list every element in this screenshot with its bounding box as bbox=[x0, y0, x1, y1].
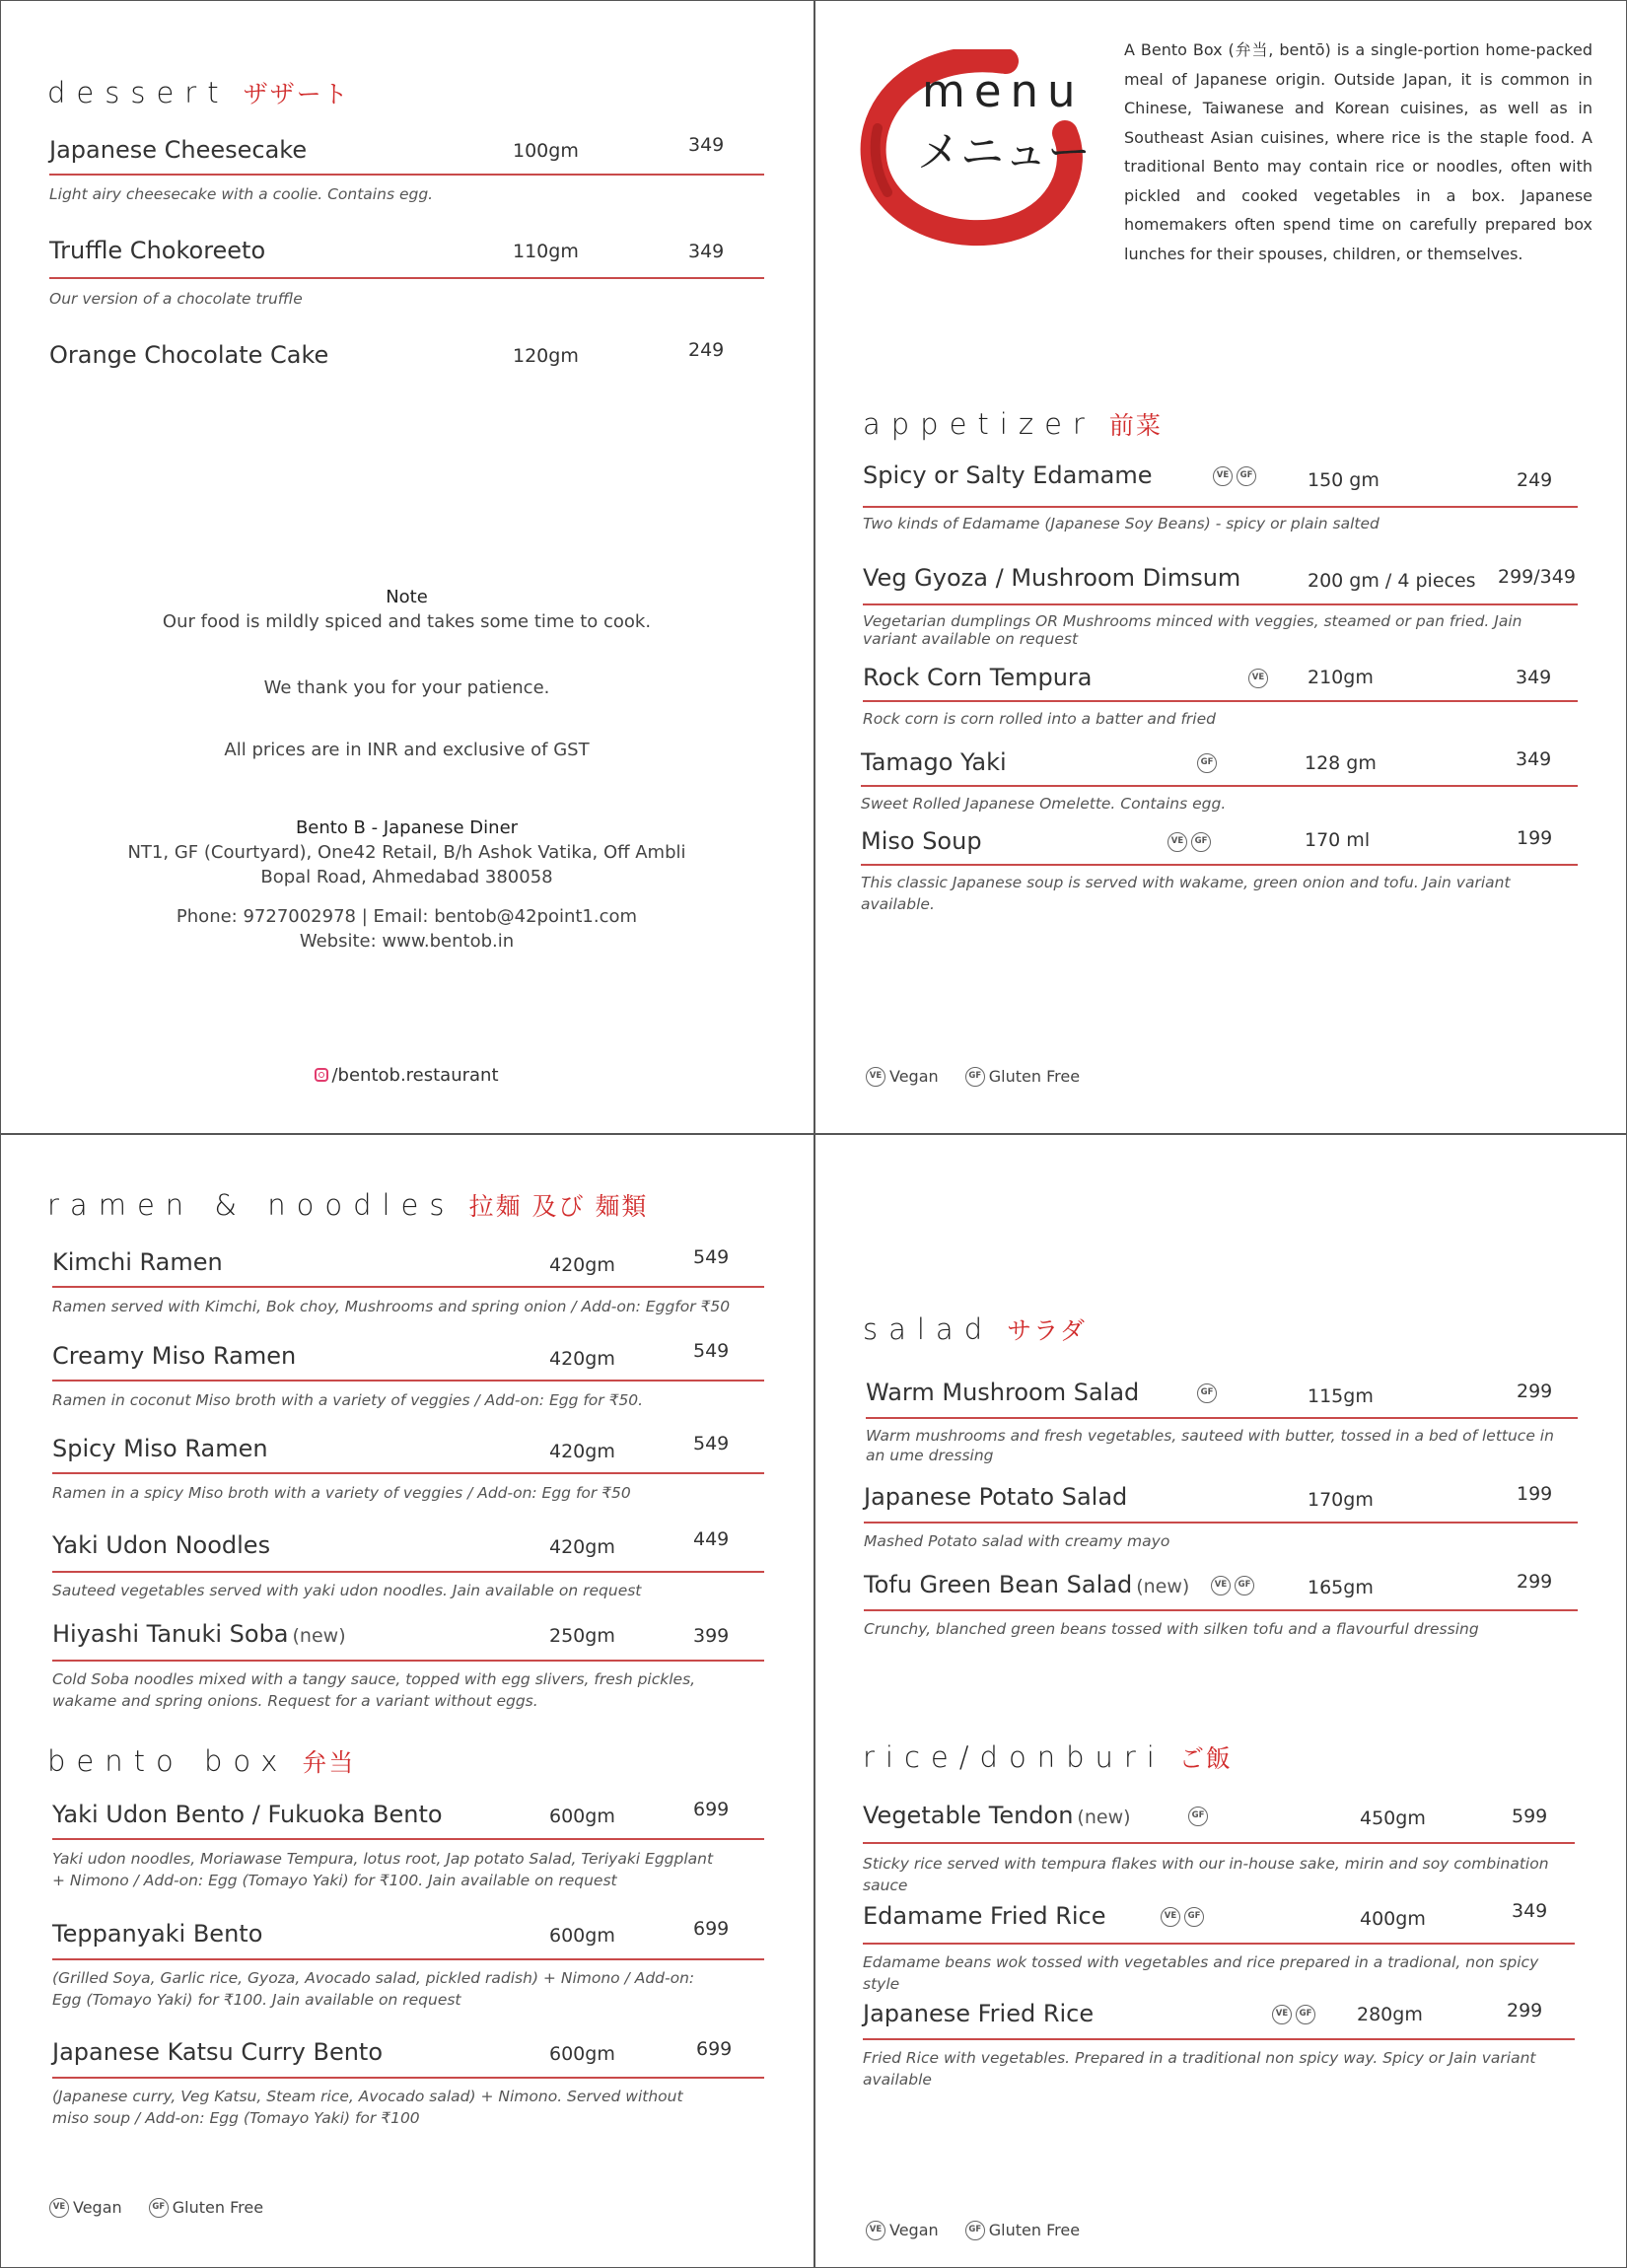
item-weight: 210gm bbox=[1308, 667, 1374, 688]
vegan-icon: VE bbox=[1211, 1576, 1231, 1595]
gluten-free-icon: GF bbox=[1184, 1907, 1204, 1927]
note-line: We thank you for your patience. bbox=[263, 677, 550, 698]
salad-title: salad サラダ bbox=[863, 1312, 1087, 1346]
item-divider bbox=[863, 1943, 1575, 1945]
item-description: Sweet Rolled Japanese Omelette. Contains egg. bbox=[861, 795, 1227, 813]
rice-title: rice/donburi ご飯 bbox=[863, 1740, 1233, 1774]
item-divider bbox=[52, 1571, 764, 1573]
gluten-free-icon: GF bbox=[1191, 832, 1211, 852]
item-price: 299 bbox=[1517, 1381, 1553, 1402]
item-price: 399 bbox=[693, 1625, 730, 1647]
item-name: Spicy Miso Ramen bbox=[52, 1435, 268, 1462]
item-weight: 200 gm / 4 pieces bbox=[1308, 570, 1476, 592]
address-line: Bopal Road, Ahmedabad 380058 bbox=[260, 867, 553, 887]
item-weight: 120gm bbox=[513, 345, 579, 367]
restaurant-name: Bento B - Japanese Diner bbox=[295, 817, 519, 838]
diet-tags bbox=[1272, 2004, 1319, 2024]
item-name: Veg Gyoza / Mushroom Dimsum bbox=[863, 564, 1241, 592]
item-description: Yaki udon noodles, Moriawase Tempura, lotus root, Jap potato Salad, Teriyaki Eggplant + Nimono / Add-on: Egg (Tomayo Yaki) for ₹100. Jain available on request bbox=[52, 1850, 714, 1889]
item-name: Vegetable Tendon (new) bbox=[863, 1802, 1131, 1829]
item-divider bbox=[861, 864, 1578, 866]
item-description: Crunchy, blanched green beans tossed with silken tofu and a flavourful dressing bbox=[864, 1620, 1479, 1638]
gluten-free-icon: GF bbox=[1235, 1576, 1254, 1595]
item-price: 349 bbox=[1516, 748, 1552, 770]
dessert-title-jp: ザザート bbox=[243, 80, 350, 108]
item-weight: 165gm bbox=[1308, 1577, 1374, 1598]
item-divider bbox=[52, 1286, 764, 1288]
diet-tags bbox=[1167, 831, 1215, 852]
item-price: 699 bbox=[693, 1799, 730, 1820]
item-weight: 128 gm bbox=[1305, 752, 1377, 774]
item-divider bbox=[52, 2077, 764, 2079]
item-divider bbox=[52, 1660, 764, 1662]
item-name: Creamy Miso Ramen bbox=[52, 1342, 297, 1370]
item-name: Tamago Yaki bbox=[861, 748, 1007, 776]
new-badge: (new) bbox=[292, 1625, 346, 1647]
item-weight: 100gm bbox=[513, 140, 579, 162]
gluten-free-icon: GF bbox=[965, 2221, 985, 2240]
item-name: Spicy or Salty Edamame bbox=[863, 461, 1153, 489]
item-divider bbox=[49, 174, 764, 176]
item-price: 299 bbox=[1517, 1571, 1553, 1593]
item-description: Sauteed vegetables served with yaki udon noodles. Jain available on request bbox=[52, 1582, 642, 1599]
item-name: Edamame Fried Rice bbox=[863, 1902, 1106, 1930]
diet-legend: VE Vegan GF Gluten Free bbox=[49, 2197, 285, 2218]
item-divider bbox=[866, 1417, 1578, 1419]
item-price: 549 bbox=[693, 1246, 730, 1268]
item-name: Miso Soup bbox=[861, 827, 982, 855]
item-weight: 150 gm bbox=[1308, 469, 1379, 491]
item-description: Vegetarian dumplings OR Mushrooms minced with veggies, steamed or pan fried. Jain variant available on request bbox=[863, 612, 1522, 648]
item-price: 349 bbox=[688, 134, 725, 156]
item-name: Japanese Potato Salad bbox=[864, 1483, 1128, 1511]
diet-legend: VE Vegan GF Gluten Free bbox=[866, 2220, 1101, 2240]
item-name: Warm Mushroom Salad bbox=[866, 1379, 1140, 1406]
item-price: 349 bbox=[1516, 667, 1552, 688]
item-price: 299/349 bbox=[1498, 566, 1576, 588]
item-description: Mashed Potato salad with creamy mayo bbox=[864, 1532, 1170, 1550]
note-line: All prices are in INR and exclusive of GST bbox=[224, 740, 590, 760]
diet-tags bbox=[1188, 1806, 1212, 1826]
diet-tags bbox=[1211, 1575, 1258, 1595]
note-title: Note bbox=[386, 587, 428, 607]
ramen-title: ramen & noodles 拉麺 及び 麺類 bbox=[47, 1188, 649, 1222]
item-description: Rock corn is corn rolled into a batter and fried bbox=[863, 710, 1216, 728]
item-name: Orange Chocolate Cake bbox=[49, 341, 329, 369]
item-weight: 110gm bbox=[513, 241, 579, 262]
logo-text: menu bbox=[922, 65, 1085, 117]
ramen-title-jp: 拉麺 及び 麺類 bbox=[468, 1192, 649, 1221]
item-divider bbox=[52, 1472, 764, 1474]
vegan-icon: VE bbox=[1213, 466, 1233, 486]
diet-tags bbox=[1197, 752, 1221, 773]
item-price: 549 bbox=[693, 1433, 730, 1454]
item-weight: 420gm bbox=[549, 1348, 615, 1370]
item-divider bbox=[864, 1522, 1578, 1524]
appetizer-title-jp: 前菜 bbox=[1108, 411, 1163, 440]
note-line: Our food is mildly spiced and takes some time to cook. bbox=[162, 611, 652, 632]
note-block bbox=[0, 585, 814, 954]
item-divider bbox=[863, 506, 1578, 508]
item-price: 699 bbox=[693, 1918, 730, 1940]
item-name: Kimchi Ramen bbox=[52, 1248, 223, 1276]
item-price: 599 bbox=[1512, 1806, 1548, 1827]
gluten-free-icon: GF bbox=[1197, 1383, 1217, 1403]
item-divider bbox=[863, 603, 1578, 605]
contact-line: Phone: 9727002978 | Email: bentob@42point1.com bbox=[176, 906, 638, 927]
item-name: Rock Corn Tempura bbox=[863, 664, 1093, 691]
item-divider bbox=[863, 2038, 1575, 2040]
item-name: Tofu Green Bean Salad (new) bbox=[864, 1571, 1190, 1598]
item-name: Japanese Katsu Curry Bento bbox=[52, 2038, 384, 2066]
vegan-icon: VE bbox=[1167, 832, 1187, 852]
item-description: Fried Rice with vegetables. Prepared in a traditional non spicy way. Spicy or Jain variant available bbox=[863, 2049, 1536, 2089]
item-price: 199 bbox=[1517, 827, 1553, 849]
item-weight: 170gm bbox=[1308, 1489, 1374, 1511]
item-description: Ramen served with Kimchi, Bok choy, Mushrooms and spring onion / Add-on: Eggfor ₹50 bbox=[52, 1298, 731, 1315]
item-divider bbox=[52, 1380, 764, 1382]
item-name: Yaki Udon Noodles bbox=[52, 1531, 271, 1559]
vegan-icon: VE bbox=[1248, 669, 1268, 688]
item-divider bbox=[863, 1842, 1575, 1844]
new-badge: (new) bbox=[1077, 1807, 1131, 1828]
item-weight: 420gm bbox=[549, 1441, 615, 1462]
diet-tags bbox=[1248, 668, 1272, 688]
item-name: Japanese Cheesecake bbox=[49, 136, 308, 164]
item-divider bbox=[49, 277, 764, 279]
item-price: 349 bbox=[1512, 1900, 1548, 1922]
item-name: Truffle Chokoreeto bbox=[49, 237, 266, 264]
vegan-icon: VE bbox=[866, 2221, 885, 2240]
item-weight: 600gm bbox=[549, 1806, 615, 1827]
item-weight: 280gm bbox=[1357, 2004, 1423, 2025]
bento-intro-text: A Bento Box (弁当, bentō) is a single-portion home-packed meal of Japanese origin. Outside Japan, it is common in Chinese, Taiwanese and Korean cuisines, as well as in Southeast Asian cuisines, where rice is the staple food. A traditional Bento may contain rice or noodles, often with pickled and cooked vegetables in a box. Japanese homemakers often spend time on carefully prepared box lunches for their spouses, children, or themselves. bbox=[1124, 40, 1592, 263]
new-badge: (new) bbox=[1136, 1576, 1190, 1597]
salad-title-jp: サラダ bbox=[1007, 1316, 1087, 1345]
item-description: Our version of a chocolate truffle bbox=[49, 290, 303, 308]
item-divider bbox=[864, 1609, 1578, 1611]
rice-title-jp: ご飯 bbox=[1178, 1744, 1233, 1773]
vegan-icon: VE bbox=[1161, 1907, 1180, 1927]
item-description: Cold Soba noodles mixed with a tangy sauce, topped with egg slivers, fresh pickles, wakame and spring onions. Request for a variant without eggs. bbox=[52, 1670, 696, 1710]
diet-tags bbox=[1213, 465, 1260, 486]
item-weight: 400gm bbox=[1360, 1908, 1426, 1930]
item-weight: 420gm bbox=[549, 1254, 615, 1276]
item-weight: 170 ml bbox=[1305, 829, 1371, 851]
item-price: 699 bbox=[696, 2038, 733, 2060]
item-price: 249 bbox=[688, 339, 725, 361]
gluten-free-icon: GF bbox=[1188, 1807, 1208, 1826]
appetizer-title: appetizer 前菜 bbox=[863, 407, 1163, 441]
item-description: Sticky rice served with tempura flakes with our in-house sake, mirin and soy combination sauce bbox=[863, 1855, 1549, 1894]
diet-tags bbox=[1161, 1906, 1208, 1927]
item-divider bbox=[52, 1838, 764, 1840]
item-description: (Grilled Soya, Garlic rice, Gyoza, Avocado salad, pickled radish) + Nimono / Add-on: Egg (Tomayo Yaki) for ₹100. Jain available on request bbox=[52, 1969, 695, 2009]
item-price: 449 bbox=[693, 1528, 730, 1550]
vegan-icon: VE bbox=[866, 1067, 885, 1087]
item-weight: 450gm bbox=[1360, 1807, 1426, 1829]
instagram-handle[interactable]: /bentob.restaurant bbox=[0, 1065, 814, 1086]
item-description: This classic Japanese soup is served with wakame, green onion and tofu. Jain variant available. bbox=[861, 874, 1511, 913]
logo-text-jp: メニュー bbox=[917, 127, 1091, 177]
bento-title-jp: 弁当 bbox=[302, 1748, 356, 1777]
dessert-title: dessert ザザート bbox=[47, 76, 350, 109]
item-name: Hiyashi Tanuki Soba (new) bbox=[52, 1620, 346, 1648]
item-name: Yaki Udon Bento / Fukuoka Bento bbox=[52, 1801, 443, 1828]
vegan-icon: VE bbox=[49, 2198, 69, 2218]
gluten-free-icon: GF bbox=[1197, 753, 1217, 773]
gluten-free-icon: GF bbox=[1237, 466, 1256, 486]
item-weight: 250gm bbox=[549, 1625, 615, 1647]
item-description: (Japanese curry, Veg Katsu, Steam rice, Avocado salad) + Nimono. Served without miso soup / Add-on: Egg (Tomayo Yaki) for ₹100 bbox=[52, 2088, 683, 2127]
item-description: Light airy cheesecake with a coolie. Contains egg. bbox=[49, 185, 434, 203]
item-price: 349 bbox=[688, 241, 725, 262]
item-weight: 600gm bbox=[549, 1925, 615, 1947]
item-description: Warm mushrooms and fresh vegetables, sauteed with butter, tossed in a bed of lettuce in an ume dressing bbox=[866, 1427, 1554, 1464]
item-divider bbox=[861, 785, 1578, 787]
vegan-icon: VE bbox=[1272, 2005, 1292, 2024]
item-divider bbox=[52, 1958, 764, 1960]
bento-title: bento box 弁当 bbox=[47, 1744, 356, 1778]
item-description: Ramen in a spicy Miso broth with a variety of veggies / Add-on: Egg for ₹50 bbox=[52, 1484, 631, 1502]
website-line: Website: www.bentob.in bbox=[299, 931, 515, 952]
item-price: 199 bbox=[1517, 1483, 1553, 1505]
item-price: 299 bbox=[1507, 2000, 1543, 2021]
item-description: Ramen in coconut Miso broth with a variety of veggies / Add-on: Egg for ₹50. bbox=[52, 1391, 644, 1409]
gluten-free-icon: GF bbox=[149, 2198, 169, 2218]
item-description: Edamame beans wok tossed with vegetables and rice prepared in a tradional, non spicy style bbox=[863, 1953, 1539, 1993]
item-price: 549 bbox=[693, 1340, 730, 1362]
horizontal-divider bbox=[0, 1133, 1627, 1135]
item-weight: 600gm bbox=[549, 2043, 615, 2065]
item-divider bbox=[863, 700, 1578, 702]
instagram-icon bbox=[315, 1068, 328, 1082]
item-weight: 420gm bbox=[549, 1536, 615, 1558]
gluten-free-icon: GF bbox=[1296, 2005, 1315, 2024]
diet-tags bbox=[1197, 1382, 1221, 1403]
item-name: Japanese Fried Rice bbox=[863, 2000, 1095, 2027]
item-description: Two kinds of Edamame (Japanese Soy Beans) - spicy or plain salted bbox=[863, 515, 1379, 532]
diet-legend: VE Vegan GF Gluten Free bbox=[866, 1066, 1101, 1087]
item-weight: 115gm bbox=[1308, 1385, 1374, 1407]
gluten-free-icon: GF bbox=[965, 1067, 985, 1087]
item-name: Teppanyaki Bento bbox=[52, 1920, 263, 1948]
address-line: NT1, GF (Courtyard), One42 Retail, B/h Ashok Vatika, Off Ambli bbox=[127, 842, 686, 863]
item-price: 249 bbox=[1517, 469, 1553, 491]
